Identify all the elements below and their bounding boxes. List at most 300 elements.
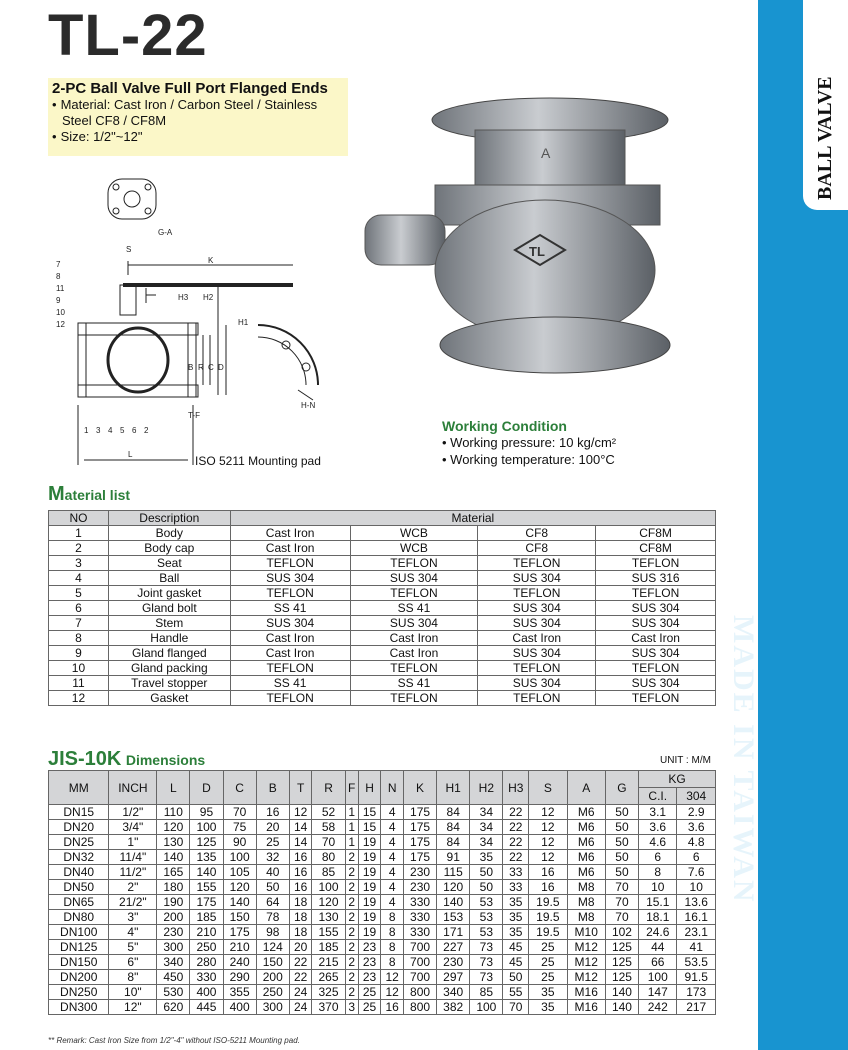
dimensions-cell: 16 bbox=[289, 880, 312, 895]
material-cell: 5 bbox=[49, 586, 109, 601]
material-cell: SUS 304 bbox=[596, 616, 716, 631]
material-cell: Seat bbox=[108, 556, 230, 571]
part-callout-5: 5 bbox=[120, 426, 125, 435]
dimensions-header-cell: D bbox=[190, 771, 223, 805]
dimensions-cell: 73 bbox=[470, 955, 503, 970]
dim-label-h1: H1 bbox=[238, 318, 249, 327]
dimensions-cell: DN150 bbox=[49, 955, 109, 970]
dimensions-cell: DN20 bbox=[49, 820, 109, 835]
dimensions-cell: 10 bbox=[677, 880, 716, 895]
dimensions-cell: 34 bbox=[470, 805, 503, 820]
dimensions-cell: 140 bbox=[605, 1000, 638, 1015]
part-callout-4: 4 bbox=[108, 426, 113, 435]
dimensions-cell: 400 bbox=[190, 985, 223, 1000]
dimensions-row bbox=[49, 835, 716, 850]
dim-label-h2: H2 bbox=[203, 293, 214, 302]
dimensions-header-cell: A bbox=[567, 771, 605, 805]
dimensions-header-cell: R bbox=[312, 771, 345, 805]
dimensions-cell: 620 bbox=[157, 1000, 190, 1015]
material-cell: SUS 316 bbox=[596, 571, 716, 586]
dimensions-cell: 16 bbox=[529, 880, 567, 895]
material-cell: SUS 304 bbox=[596, 676, 716, 691]
material-cell: Stem bbox=[108, 616, 230, 631]
dimensions-cell: 10 bbox=[639, 880, 677, 895]
dimensions-cell: 100 bbox=[470, 1000, 503, 1015]
dimensions-cell: 110 bbox=[157, 805, 190, 820]
dimensions-cell: 19 bbox=[358, 895, 381, 910]
category-tab bbox=[803, 0, 848, 210]
material-cell: TEFLON bbox=[478, 661, 596, 676]
dimensions-cell: 70 bbox=[312, 835, 345, 850]
dimensions-cell: 12 bbox=[381, 985, 404, 1000]
dimensions-cell: 14 bbox=[289, 820, 312, 835]
dimensions-cell: 53.5 bbox=[677, 955, 716, 970]
dimensions-row bbox=[49, 880, 716, 895]
dimensions-cell: 16 bbox=[529, 865, 567, 880]
dimensions-table bbox=[48, 770, 716, 1015]
dimensions-cell: 24 bbox=[289, 1000, 312, 1015]
dim-label-hn: H-N bbox=[301, 401, 316, 410]
dimensions-cell: 12 bbox=[529, 820, 567, 835]
dimensions-cell: M12 bbox=[567, 955, 605, 970]
dimensions-cell: DN100 bbox=[49, 925, 109, 940]
material-cell: Cast Iron bbox=[230, 541, 350, 556]
dimensions-cell: 90 bbox=[223, 835, 256, 850]
dimensions-cell: 19 bbox=[358, 850, 381, 865]
dimensions-cell: M6 bbox=[567, 805, 605, 820]
dimensions-cell: 35 bbox=[529, 985, 567, 1000]
dimensions-cell: 171 bbox=[437, 925, 470, 940]
dimensions-cell: 22 bbox=[503, 850, 529, 865]
dimensions-cell: 120 bbox=[157, 820, 190, 835]
dimensions-cell: 70 bbox=[605, 895, 638, 910]
dimensions-cell: 95 bbox=[190, 805, 223, 820]
material-table-header bbox=[49, 511, 716, 526]
dimensions-cell: M6 bbox=[567, 835, 605, 850]
material-cell: Cast Iron bbox=[350, 646, 478, 661]
dimensions-cell: 3.1 bbox=[639, 805, 677, 820]
material-row bbox=[49, 586, 716, 601]
dimensions-cell: 80 bbox=[312, 850, 345, 865]
dimensions-cell: 16 bbox=[289, 850, 312, 865]
dimensions-cell: 124 bbox=[256, 940, 289, 955]
dimensions-header-cell: MM bbox=[49, 771, 109, 805]
dimensions-cell: 130 bbox=[157, 835, 190, 850]
dimensions-cell: 18 bbox=[289, 910, 312, 925]
material-row bbox=[49, 556, 716, 571]
material-cell: TEFLON bbox=[350, 586, 478, 601]
dimensions-cell: 23.1 bbox=[677, 925, 716, 940]
material-cell: 1 bbox=[49, 526, 109, 541]
dimensions-cell: 84 bbox=[437, 835, 470, 850]
dimensions-cell: 24 bbox=[289, 985, 312, 1000]
material-cell: CF8 bbox=[478, 541, 596, 556]
material-cell: Cast Iron bbox=[230, 526, 350, 541]
dimensions-cell: 8 bbox=[381, 940, 404, 955]
dimensions-header-cell: C bbox=[223, 771, 256, 805]
dimensions-cell: 800 bbox=[403, 1000, 436, 1015]
dimensions-standard: JIS-10K bbox=[48, 748, 122, 770]
dimensions-row bbox=[49, 1000, 716, 1015]
dimensions-cell: 91.5 bbox=[677, 970, 716, 985]
dimensions-cell: 175 bbox=[403, 805, 436, 820]
dimensions-cell: M10 bbox=[567, 925, 605, 940]
dimensions-cell: DN40 bbox=[49, 865, 109, 880]
part-callout-9: 9 bbox=[56, 296, 61, 305]
dimensions-cell: 41 bbox=[677, 940, 716, 955]
remark-note: ** Remark: Cast Iron Size from 1/2"-4" without ISO-5211 Mounting pad. bbox=[48, 1036, 300, 1045]
dimensions-cell: 355 bbox=[223, 985, 256, 1000]
header-material: Material bbox=[230, 511, 715, 526]
dimensions-cell: 330 bbox=[190, 970, 223, 985]
dimensions-cell: 2 bbox=[345, 985, 358, 1000]
material-cell: SUS 304 bbox=[350, 616, 478, 631]
dimensions-cell: 35 bbox=[470, 850, 503, 865]
part-callout-1: 1 bbox=[84, 426, 89, 435]
dimensions-header-kg-sub: C.I. bbox=[639, 788, 677, 805]
dimensions-cell: 20 bbox=[256, 820, 289, 835]
material-cell: 10 bbox=[49, 661, 109, 676]
dimensions-cell: 700 bbox=[403, 940, 436, 955]
made-in-taiwan-label: MADE IN TAIWAN bbox=[727, 615, 760, 904]
material-cell: SUS 304 bbox=[478, 601, 596, 616]
material-cell: 2 bbox=[49, 541, 109, 556]
material-row bbox=[49, 661, 716, 676]
dimensions-cell: 84 bbox=[437, 820, 470, 835]
dimensions-cell: 250 bbox=[256, 985, 289, 1000]
dimensions-cell: 12" bbox=[109, 1000, 157, 1015]
dim-label-h3: H3 bbox=[178, 293, 189, 302]
dimensions-cell: 19.5 bbox=[529, 895, 567, 910]
material-cell: 6 bbox=[49, 601, 109, 616]
dimensions-cell: 12 bbox=[381, 970, 404, 985]
dimensions-cell: 12 bbox=[529, 805, 567, 820]
dimensions-cell: 4 bbox=[381, 865, 404, 880]
dimensions-cell: 300 bbox=[157, 940, 190, 955]
dimensions-cell: 140 bbox=[223, 895, 256, 910]
dimensions-cell: 50 bbox=[470, 880, 503, 895]
dimensions-header-cell: INCH bbox=[109, 771, 157, 805]
dimensions-cell: 25 bbox=[358, 1000, 381, 1015]
dimensions-cell: 19.5 bbox=[529, 925, 567, 940]
material-cell: Cast Iron bbox=[230, 646, 350, 661]
dimensions-row bbox=[49, 895, 716, 910]
dimensions-cell: 5" bbox=[109, 940, 157, 955]
part-callout-12: 12 bbox=[56, 320, 65, 329]
dimensions-cell: 12 bbox=[289, 805, 312, 820]
dimensions-cell: 35 bbox=[529, 1000, 567, 1015]
dimensions-cell: 19 bbox=[358, 835, 381, 850]
material-cell: 12 bbox=[49, 691, 109, 706]
material-cell: TEFLON bbox=[478, 691, 596, 706]
dimensions-cell: 10" bbox=[109, 985, 157, 1000]
dimensions-cell: 2 bbox=[345, 970, 358, 985]
dimensions-row bbox=[49, 985, 716, 1000]
dimensions-cell: 70 bbox=[223, 805, 256, 820]
material-cell: CF8M bbox=[596, 526, 716, 541]
dimensions-cell: 75 bbox=[223, 820, 256, 835]
dimensions-cell: 175 bbox=[403, 850, 436, 865]
dimensions-row bbox=[49, 955, 716, 970]
material-cell: TEFLON bbox=[596, 556, 716, 571]
dimensions-cell: 140 bbox=[605, 985, 638, 1000]
material-cell: TEFLON bbox=[230, 556, 350, 571]
dimensions-cell: 4 bbox=[381, 820, 404, 835]
working-temperature: • Working temperature: 100°C bbox=[442, 451, 616, 468]
dimensions-cell: 2 bbox=[345, 850, 358, 865]
dimensions-row bbox=[49, 940, 716, 955]
dimensions-header-kg-sub: 304 bbox=[677, 788, 716, 805]
material-list-initial: M bbox=[48, 483, 65, 505]
header-no: NO bbox=[49, 511, 109, 526]
material-cell: TEFLON bbox=[230, 661, 350, 676]
material-cell: TEFLON bbox=[478, 556, 596, 571]
dimensions-cell: 250 bbox=[190, 940, 223, 955]
dimensions-cell: 16 bbox=[381, 1000, 404, 1015]
dimensions-row bbox=[49, 820, 716, 835]
dimensions-cell: 4.8 bbox=[677, 835, 716, 850]
dimensions-cell: DN50 bbox=[49, 880, 109, 895]
dimensions-cell: 19 bbox=[358, 910, 381, 925]
dim-label-c: C bbox=[208, 363, 214, 372]
dimensions-cell: 78 bbox=[256, 910, 289, 925]
spec-material: • Material: Cast Iron / Carbon Steel / Stainless Steel CF8 / CF8M bbox=[62, 97, 348, 129]
dimensions-cell: 40 bbox=[256, 865, 289, 880]
material-row bbox=[49, 601, 716, 616]
iso-mounting-label: ISO 5211 Mounting pad bbox=[195, 454, 321, 468]
dimensions-cell: 190 bbox=[157, 895, 190, 910]
material-cell: Gasket bbox=[108, 691, 230, 706]
dimensions-cell: 50 bbox=[470, 865, 503, 880]
dimensions-cell: 120 bbox=[437, 880, 470, 895]
dimensions-cell: 19 bbox=[358, 865, 381, 880]
dimensions-cell: 35 bbox=[503, 910, 529, 925]
material-cell: 7 bbox=[49, 616, 109, 631]
material-cell: SUS 304 bbox=[230, 616, 350, 631]
part-callout-6: 6 bbox=[132, 426, 137, 435]
dimensions-cell: 18 bbox=[289, 895, 312, 910]
dimensions-cell: 280 bbox=[190, 955, 223, 970]
dimensions-cell: 105 bbox=[223, 865, 256, 880]
material-cell: Cast Iron bbox=[230, 631, 350, 646]
dimensions-cell: 50 bbox=[256, 880, 289, 895]
dimensions-cell: 140 bbox=[437, 895, 470, 910]
dimensions-cell: 100 bbox=[190, 820, 223, 835]
valve-product-photo bbox=[355, 90, 675, 390]
material-cell: Handle bbox=[108, 631, 230, 646]
material-cell: Cast Iron bbox=[596, 631, 716, 646]
dimensions-cell: 23 bbox=[358, 940, 381, 955]
material-row bbox=[49, 646, 716, 661]
part-callout-8: 8 bbox=[56, 272, 61, 281]
dimensions-cell: 4 bbox=[381, 880, 404, 895]
dimensions-row bbox=[49, 865, 716, 880]
dimensions-cell: 125 bbox=[190, 835, 223, 850]
dimensions-cell: 53 bbox=[470, 925, 503, 940]
dimensions-cell: 25 bbox=[358, 985, 381, 1000]
material-cell: 3 bbox=[49, 556, 109, 571]
dimensions-cell: 16 bbox=[256, 805, 289, 820]
dimensions-cell: 330 bbox=[403, 910, 436, 925]
dimensions-cell: 185 bbox=[312, 940, 345, 955]
dimensions-header-cell: H bbox=[358, 771, 381, 805]
dimensions-cell: 217 bbox=[677, 1000, 716, 1015]
dimensions-cell: M8 bbox=[567, 895, 605, 910]
model-title: TL-22 bbox=[48, 3, 208, 68]
material-cell: SS 41 bbox=[350, 676, 478, 691]
dimensions-cell: 120 bbox=[312, 895, 345, 910]
material-cell: Travel stopper bbox=[108, 676, 230, 691]
dimensions-cell: 85 bbox=[470, 985, 503, 1000]
valve-technical-drawing bbox=[48, 175, 348, 475]
dimensions-cell: M6 bbox=[567, 820, 605, 835]
header-description: Description bbox=[108, 511, 230, 526]
dimensions-cell: 1" bbox=[109, 835, 157, 850]
material-cell: CF8M bbox=[596, 541, 716, 556]
dimensions-cell: 340 bbox=[157, 955, 190, 970]
dimensions-header-cell: L bbox=[157, 771, 190, 805]
dimensions-cell: 70 bbox=[605, 880, 638, 895]
dimensions-cell: 125 bbox=[605, 955, 638, 970]
dimensions-cell: 22 bbox=[289, 955, 312, 970]
dimensions-cell: 6 bbox=[677, 850, 716, 865]
part-callout-10: 10 bbox=[56, 308, 65, 317]
dimensions-cell: 330 bbox=[403, 895, 436, 910]
material-cell: Cast Iron bbox=[350, 631, 478, 646]
dimensions-cell: 340 bbox=[437, 985, 470, 1000]
material-cell: Gland packing bbox=[108, 661, 230, 676]
dimensions-cell: 153 bbox=[437, 910, 470, 925]
dimensions-cell: 3 bbox=[345, 1000, 358, 1015]
dim-label-s: S bbox=[126, 245, 132, 254]
dimensions-cell: DN32 bbox=[49, 850, 109, 865]
material-cell: 9 bbox=[49, 646, 109, 661]
material-cell: Body cap bbox=[108, 541, 230, 556]
dimensions-cell: 91 bbox=[437, 850, 470, 865]
dimensions-cell: 150 bbox=[256, 955, 289, 970]
dimensions-cell: 33 bbox=[503, 880, 529, 895]
dimensions-cell: 4 bbox=[381, 850, 404, 865]
dimensions-cell: 22 bbox=[289, 970, 312, 985]
dimensions-cell: 32 bbox=[256, 850, 289, 865]
material-cell: 8 bbox=[49, 631, 109, 646]
dimensions-cell: 185 bbox=[190, 910, 223, 925]
material-table bbox=[48, 510, 716, 706]
material-cell: TEFLON bbox=[596, 691, 716, 706]
dimensions-cell: 6 bbox=[639, 850, 677, 865]
material-cell: 4 bbox=[49, 571, 109, 586]
dimensions-row bbox=[49, 970, 716, 985]
material-row bbox=[49, 631, 716, 646]
dimensions-cell: 33 bbox=[503, 865, 529, 880]
dimensions-cell: 100 bbox=[312, 880, 345, 895]
dimensions-cell: 3/4" bbox=[109, 820, 157, 835]
product-info-box bbox=[48, 78, 348, 156]
dimensions-cell: 200 bbox=[157, 910, 190, 925]
dimensions-cell: 3.6 bbox=[677, 820, 716, 835]
material-cell: Cast Iron bbox=[478, 631, 596, 646]
dimensions-cell: 2 bbox=[345, 895, 358, 910]
dimensions-cell: 34 bbox=[470, 835, 503, 850]
dimensions-cell: 8 bbox=[639, 865, 677, 880]
dimensions-cell: 35 bbox=[503, 895, 529, 910]
dimensions-cell: 240 bbox=[223, 955, 256, 970]
dimensions-cell: DN25 bbox=[49, 835, 109, 850]
dimensions-cell: 53 bbox=[470, 895, 503, 910]
dimensions-header-kg: KG bbox=[639, 771, 716, 788]
material-cell: SUS 304 bbox=[478, 646, 596, 661]
dim-label-r: R bbox=[198, 363, 204, 372]
dimensions-cell: 15.1 bbox=[639, 895, 677, 910]
part-callout-3: 3 bbox=[96, 426, 101, 435]
material-cell: SS 41 bbox=[230, 676, 350, 691]
dimensions-cell: 400 bbox=[223, 1000, 256, 1015]
dimensions-cell: M16 bbox=[567, 985, 605, 1000]
dimensions-cell: 70 bbox=[503, 1000, 529, 1015]
dimensions-cell: 21/2" bbox=[109, 895, 157, 910]
dimensions-cell: 7.6 bbox=[677, 865, 716, 880]
material-cell: TEFLON bbox=[350, 691, 478, 706]
dimensions-cell: 22 bbox=[503, 805, 529, 820]
material-cell: Gland bolt bbox=[108, 601, 230, 616]
dim-label-tf: T-F bbox=[188, 411, 200, 420]
dimensions-cell: 265 bbox=[312, 970, 345, 985]
dimensions-cell: 45 bbox=[503, 940, 529, 955]
dimensions-cell: 4" bbox=[109, 925, 157, 940]
working-pressure: • Working pressure: 10 kg/cm² bbox=[442, 434, 616, 451]
dimensions-cell: 445 bbox=[190, 1000, 223, 1015]
dimensions-cell: 23 bbox=[358, 955, 381, 970]
dimensions-cell: DN15 bbox=[49, 805, 109, 820]
material-cell: WCB bbox=[350, 526, 478, 541]
dimensions-cell: 2 bbox=[345, 910, 358, 925]
dimensions-cell: 85 bbox=[312, 865, 345, 880]
dimensions-cell: 25 bbox=[529, 940, 567, 955]
dimensions-cell: 16.1 bbox=[677, 910, 716, 925]
dimensions-cell: 1 bbox=[345, 805, 358, 820]
dimensions-cell: 210 bbox=[190, 925, 223, 940]
dimensions-cell: M12 bbox=[567, 940, 605, 955]
dimensions-cell: 84 bbox=[437, 805, 470, 820]
dimensions-cell: 297 bbox=[437, 970, 470, 985]
dimensions-cell: 98 bbox=[256, 925, 289, 940]
dimensions-cell: 8 bbox=[381, 910, 404, 925]
dim-label-d: D bbox=[218, 363, 224, 372]
dimensions-cell: 147 bbox=[639, 985, 677, 1000]
dimensions-cell: 230 bbox=[403, 880, 436, 895]
dimensions-header-cell: K bbox=[403, 771, 436, 805]
dimensions-header-row bbox=[49, 771, 716, 788]
part-callout-11: 11 bbox=[56, 284, 65, 293]
dim-label-l: L bbox=[128, 450, 133, 459]
dimensions-cell: 8 bbox=[381, 925, 404, 940]
dimensions-cell: 45 bbox=[503, 955, 529, 970]
material-row bbox=[49, 526, 716, 541]
working-condition-title: Working Condition bbox=[442, 418, 567, 434]
dimensions-cell: DN250 bbox=[49, 985, 109, 1000]
material-cell: TEFLON bbox=[478, 586, 596, 601]
dimensions-cell: 300 bbox=[256, 1000, 289, 1015]
dimensions-cell: 800 bbox=[403, 985, 436, 1000]
material-cell: SUS 304 bbox=[350, 571, 478, 586]
dimensions-row bbox=[49, 805, 716, 820]
dimensions-cell: 50 bbox=[605, 835, 638, 850]
dimensions-cell: 2" bbox=[109, 880, 157, 895]
dimensions-title: Dimensions bbox=[125, 752, 206, 768]
part-callout-7: 7 bbox=[56, 260, 61, 269]
dimensions-cell: 230 bbox=[403, 865, 436, 880]
dimensions-cell: 382 bbox=[437, 1000, 470, 1015]
